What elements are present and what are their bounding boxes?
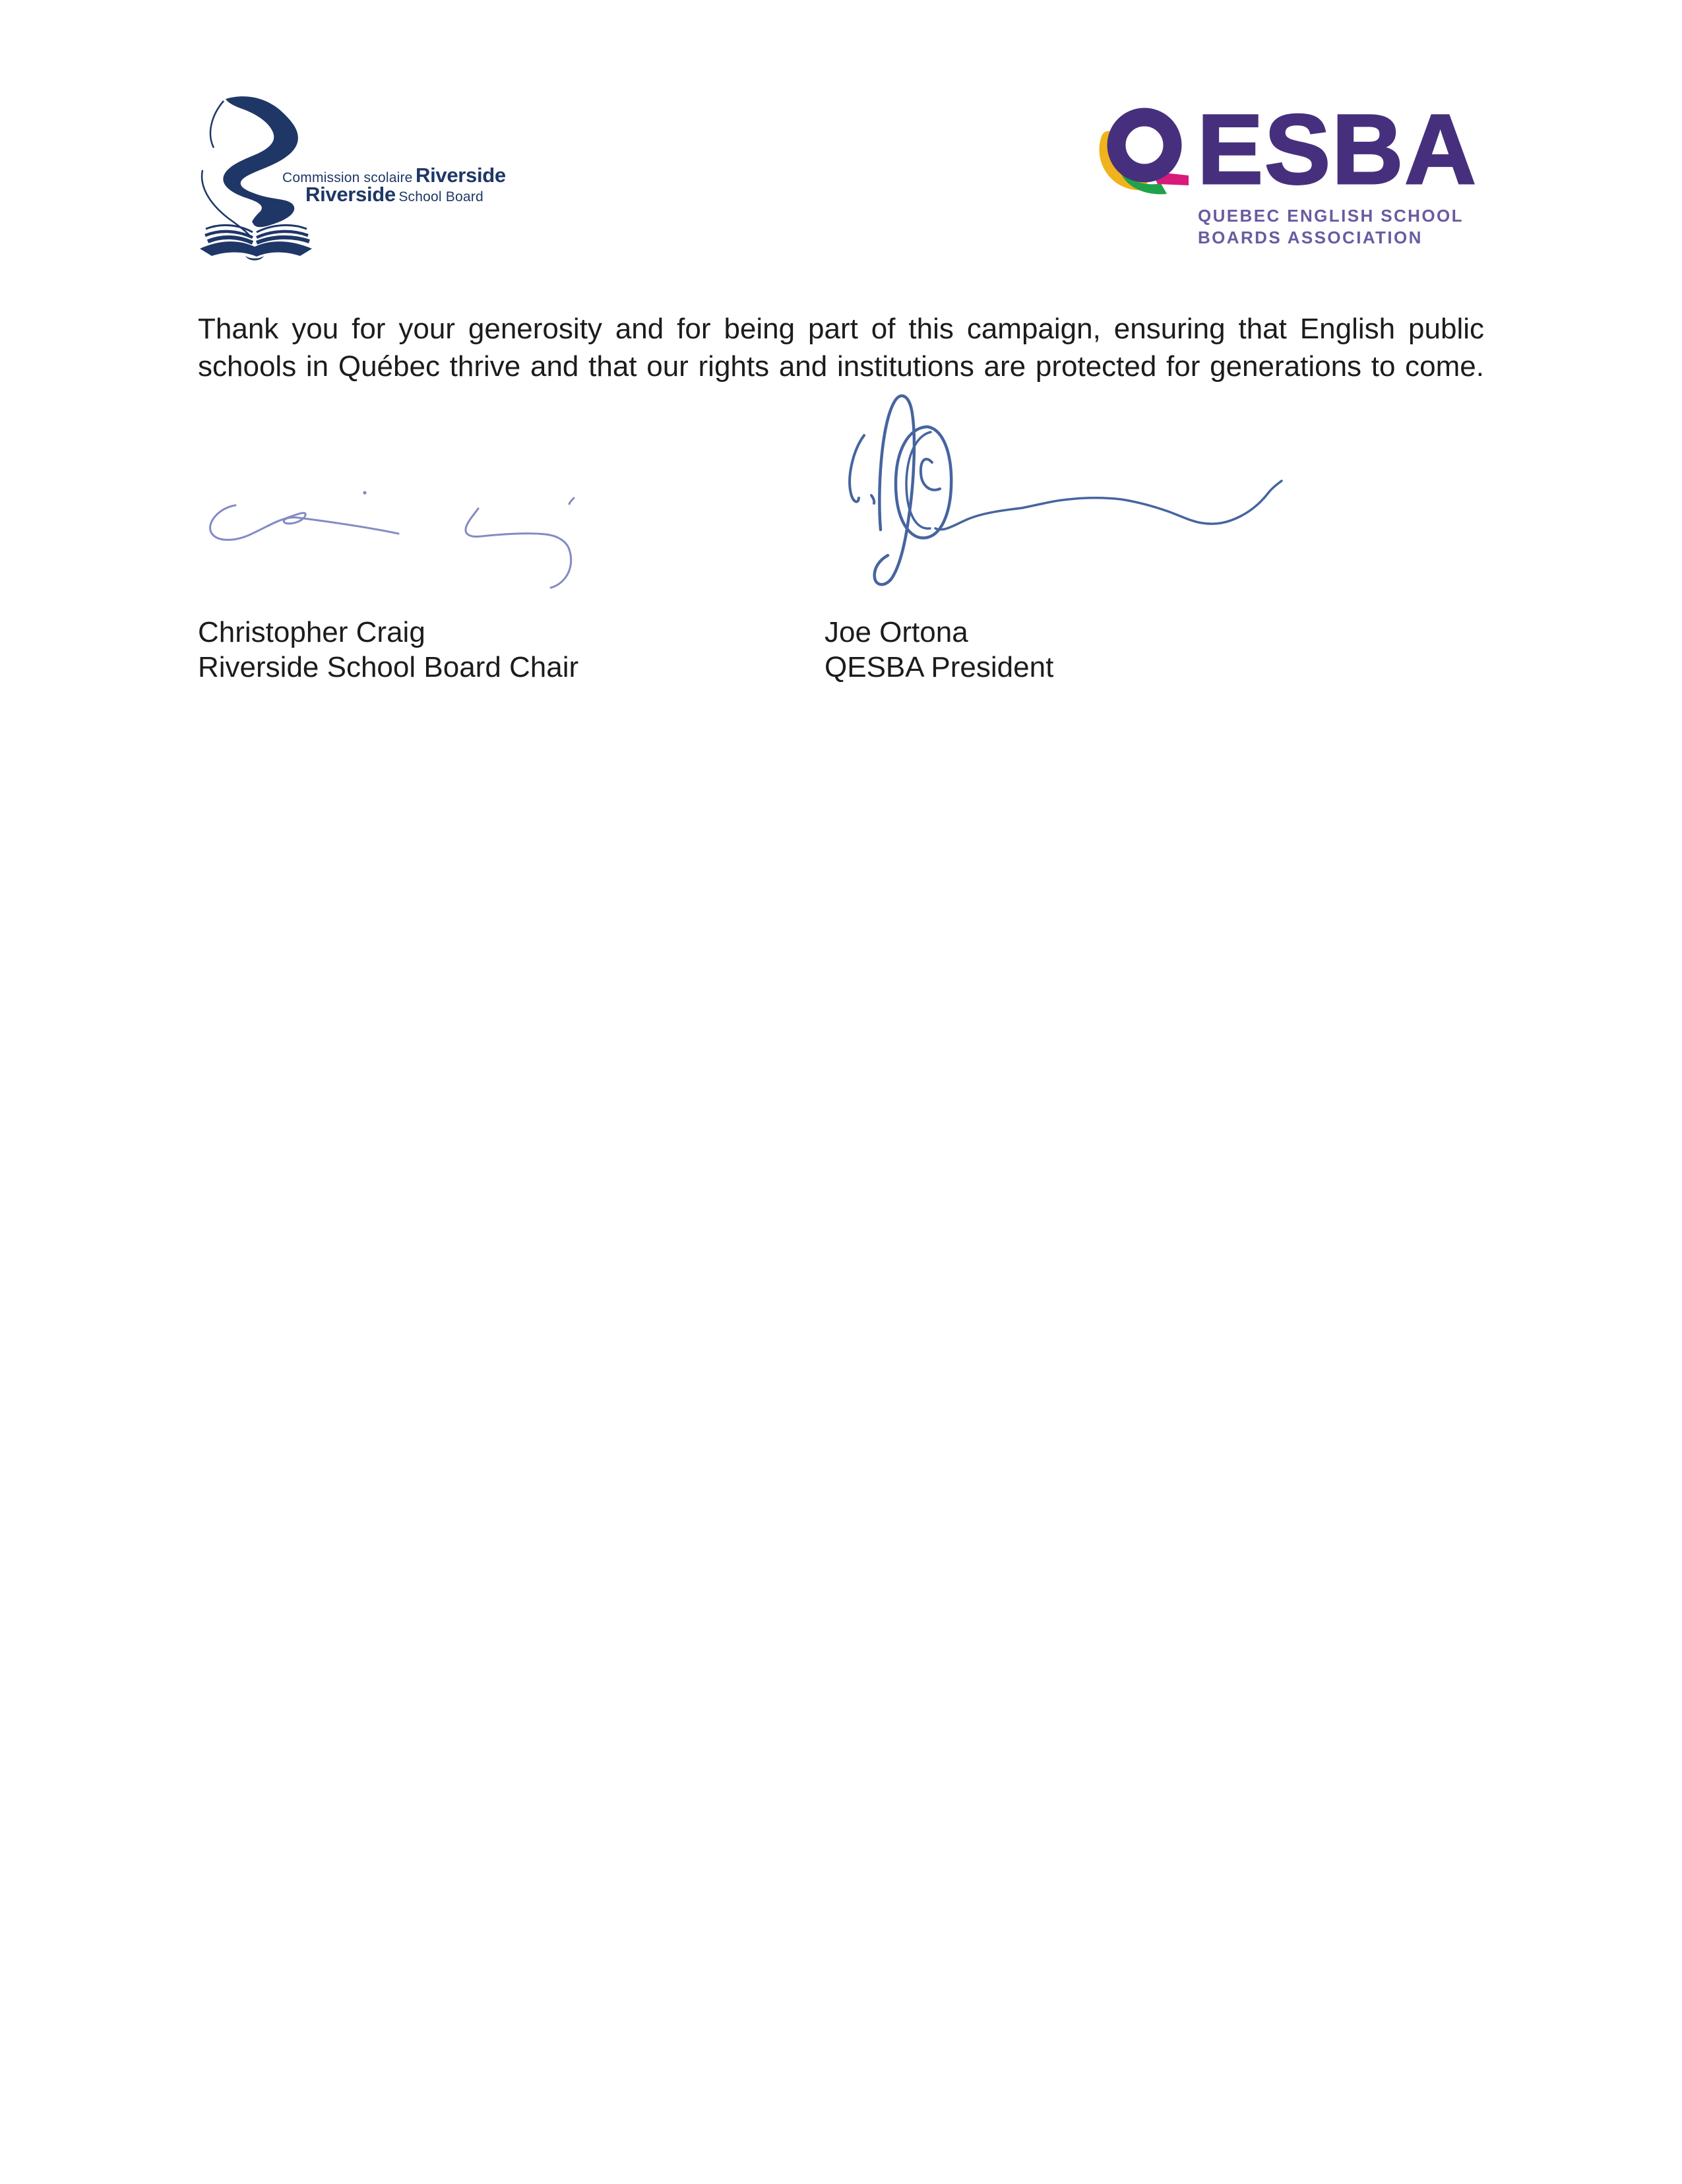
qesba-subtext-line1: QUEBEC ENGLISH SCHOOL	[1198, 206, 1464, 226]
riverside-name-en: Riverside	[305, 183, 396, 206]
thank-you-paragraph	[198, 310, 1484, 385]
paragraph-line2: schools in Québec thrive and that our rights and institutions are protected for generations to come.	[198, 350, 1484, 383]
riverside-logo	[195, 86, 524, 277]
signer-left-name: Christopher Craig	[198, 616, 425, 648]
signature-ortona	[828, 386, 1290, 597]
riverside-school-board-label: School Board	[398, 189, 483, 204]
signer-right-title: QESBA President	[825, 651, 1054, 683]
riverside-name-fr: Riverside	[415, 164, 506, 187]
signer-right	[825, 615, 1053, 685]
qesba-logo	[1088, 99, 1484, 254]
signer-left	[198, 615, 578, 685]
qesba-logo-mark	[1088, 99, 1484, 254]
qesba-subtext-line2: BOARDS ASSOCIATION	[1198, 228, 1423, 247]
signer-left-title: Riverside School Board Chair	[198, 651, 579, 683]
riverside-commission-scolaire-label: Commission scolaire	[282, 170, 413, 185]
riverside-logo-line2	[305, 183, 483, 206]
signature-craig	[198, 482, 607, 600]
qesba-acronym: ESBA	[1197, 99, 1478, 204]
qesba-q-ring	[1117, 117, 1173, 173]
signer-right-name: Joe Ortona	[825, 616, 968, 648]
paragraph-line1: Thank you for your generosity and for being part of this campaign, ensuring that English public	[198, 313, 1484, 345]
